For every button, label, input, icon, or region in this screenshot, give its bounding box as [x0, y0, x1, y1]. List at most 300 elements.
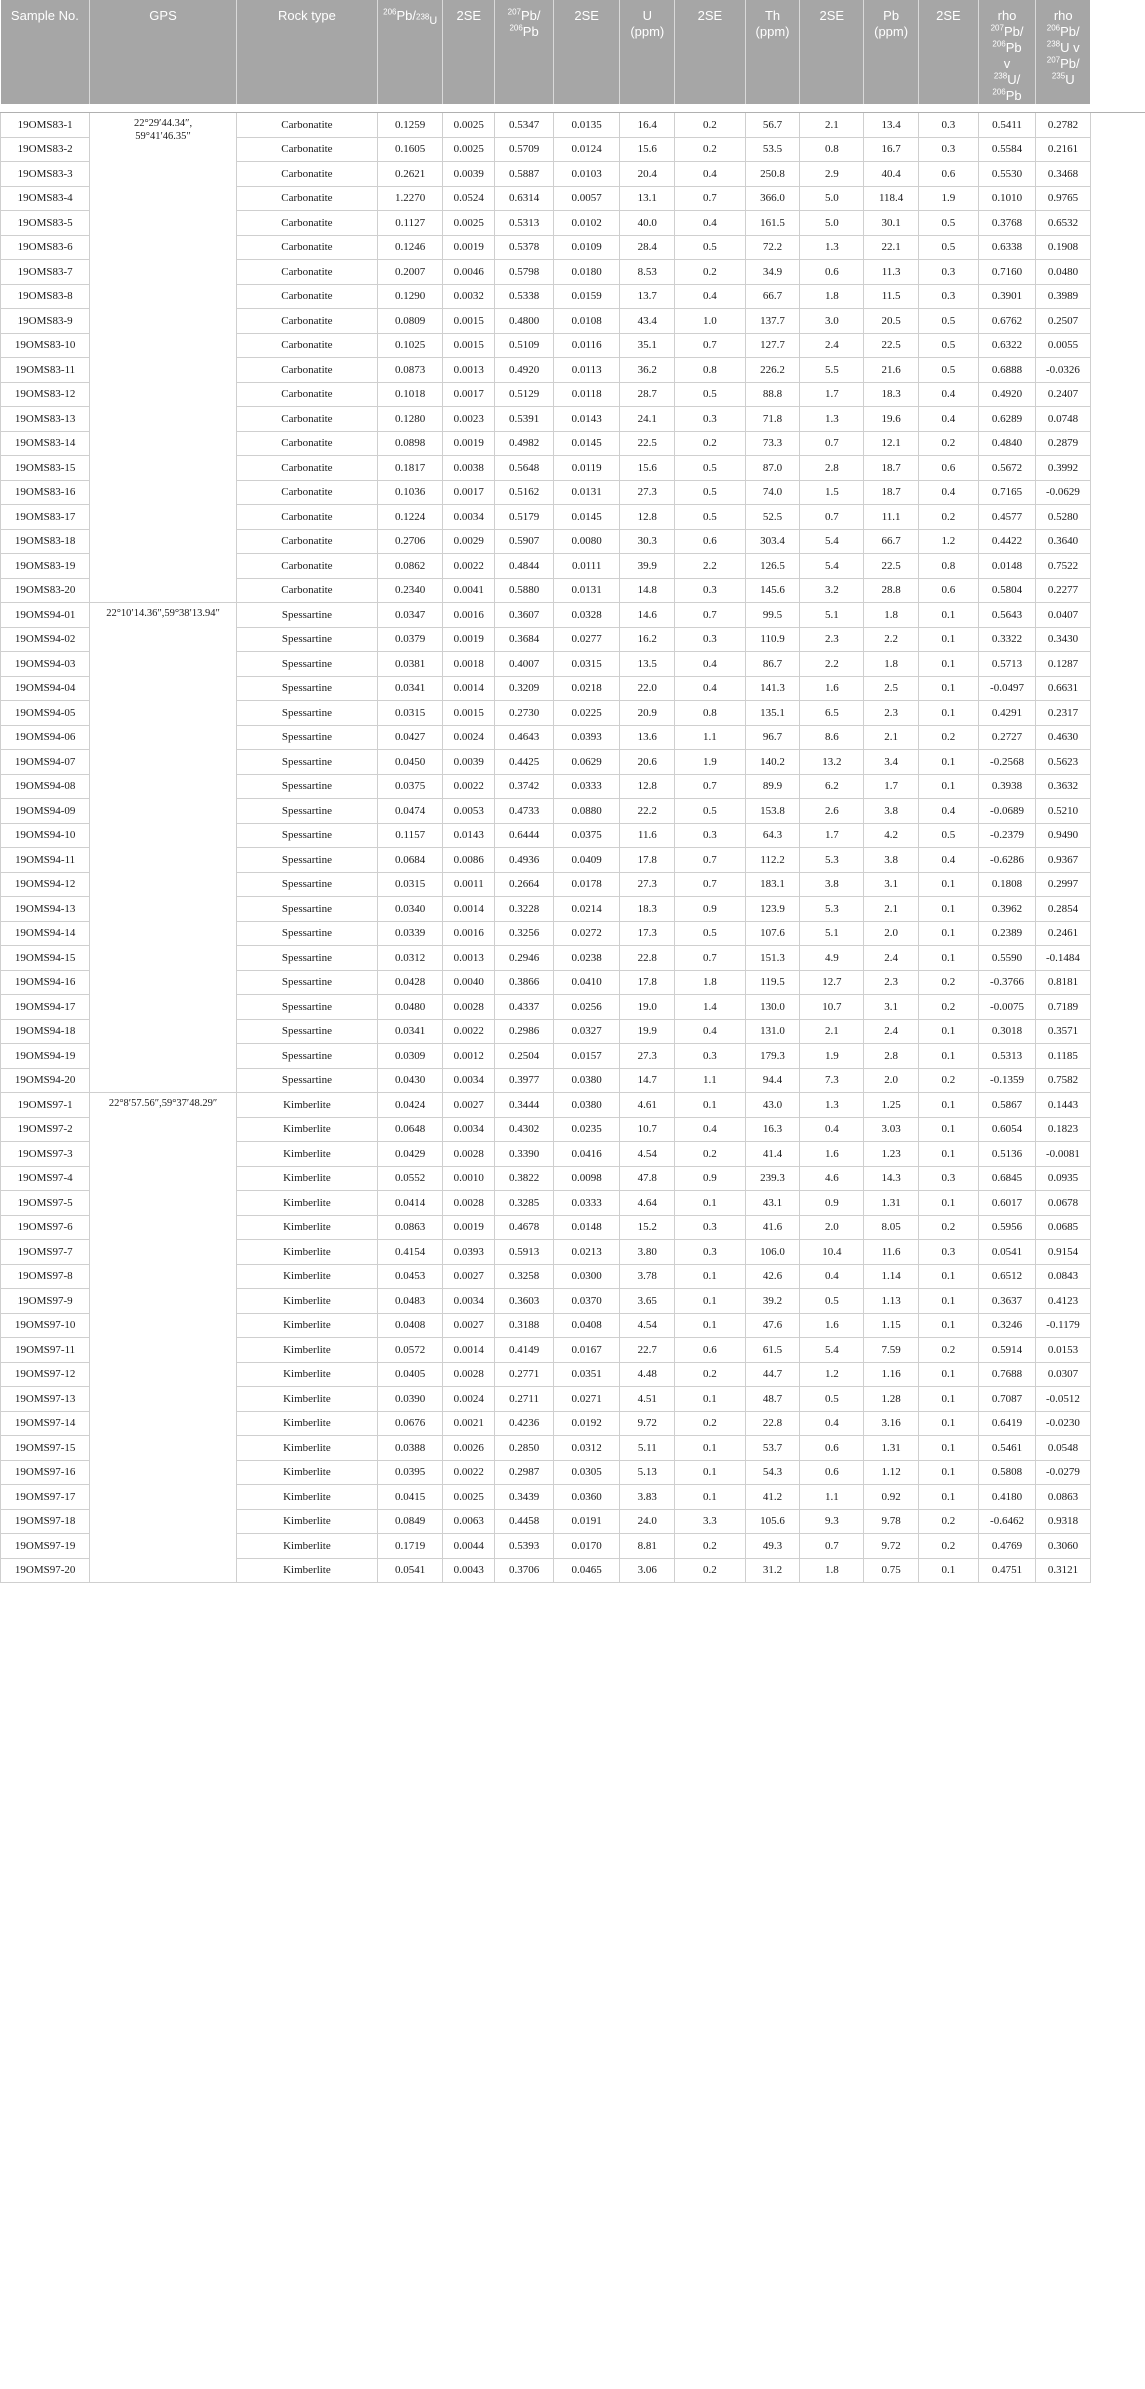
sample-no-cell: 19OMS83-17 — [1, 505, 90, 530]
pb-ppm-cell: 18.3 — [864, 382, 919, 407]
th-2se-cell: 0.6 — [800, 260, 864, 285]
th-2se-cell: 0.6 — [800, 1460, 864, 1485]
pb206-u238-2se-cell: 0.0019 — [443, 235, 495, 260]
u-ppm-cell: 5.13 — [620, 1460, 675, 1485]
gps-line: 22°10′14.36″,59°38′13.94″ — [106, 608, 220, 619]
rho-2-cell: 0.3121 — [1036, 1558, 1091, 1583]
u-2se-cell: 0.5 — [675, 235, 746, 260]
pb206-u238-cell: 0.0414 — [378, 1191, 443, 1216]
th-2se-cell: 1.7 — [800, 823, 864, 848]
th-ppm-cell: 137.7 — [745, 309, 800, 334]
u-ppm-cell: 28.7 — [620, 382, 675, 407]
th-ppm-cell: 106.0 — [745, 1240, 800, 1265]
pb206-u238-cell: 0.0309 — [378, 1044, 443, 1069]
u-2se-cell: 0.7 — [675, 872, 746, 897]
pb207-pb206-2se-cell: 0.0409 — [553, 848, 620, 873]
pb207-pb206-2se-cell: 0.0629 — [553, 750, 620, 775]
pb207-pb206-2se-cell: 0.0135 — [553, 113, 620, 138]
pb207-pb206-cell: 0.2771 — [495, 1362, 554, 1387]
gps-cell — [90, 113, 237, 603]
u-2se-cell: 1.9 — [675, 750, 746, 775]
sample-no-cell: 19OMS83-3 — [1, 162, 90, 187]
th-ppm-cell: 41.2 — [745, 1485, 800, 1510]
rho-2-cell: 0.0480 — [1036, 260, 1091, 285]
pb207-pb206-cell: 0.3742 — [495, 774, 554, 799]
u-ppm-cell: 18.3 — [620, 897, 675, 922]
rho-1-cell: 0.3938 — [978, 774, 1035, 799]
header-2se-5: 2SE — [918, 0, 978, 104]
pb207-pb206-2se-cell: 0.0109 — [553, 235, 620, 260]
rock-type-cell: Carbonatite — [236, 284, 377, 309]
rho-1-cell: 0.5867 — [978, 1093, 1035, 1118]
th-ppm-cell: 41.4 — [745, 1142, 800, 1167]
th-2se-cell: 0.4 — [800, 1117, 864, 1142]
rho-2-cell: 0.5623 — [1036, 750, 1091, 775]
u-ppm-cell: 4.64 — [620, 1191, 675, 1216]
u-ppm-cell: 20.6 — [620, 750, 675, 775]
rho-2-cell: 0.0685 — [1036, 1215, 1091, 1240]
pb206-u238-cell: 0.0898 — [378, 431, 443, 456]
rho-1-cell: 0.6762 — [978, 309, 1035, 334]
pb207-pb206-2se-cell: 0.0131 — [553, 480, 620, 505]
pb206-u238-2se-cell: 0.0086 — [443, 848, 495, 873]
pb206-u238-2se-cell: 0.0043 — [443, 1558, 495, 1583]
rho-1-cell: -0.2568 — [978, 750, 1035, 775]
u-ppm-cell: 12.8 — [620, 505, 675, 530]
u-ppm-cell: 10.7 — [620, 1117, 675, 1142]
pb-ppm-cell: 2.0 — [864, 1068, 919, 1093]
u-2se-cell: 0.5 — [675, 921, 746, 946]
pb-2se-cell: 0.6 — [918, 578, 978, 603]
pb207-pb206-2se-cell: 0.0191 — [553, 1509, 620, 1534]
sample-no-cell: 19OMS83-9 — [1, 309, 90, 334]
rock-type-cell: Spessartine — [236, 652, 377, 677]
pb207-pb206-cell: 0.2664 — [495, 872, 554, 897]
sample-no-cell: 19OMS94-02 — [1, 627, 90, 652]
pb207-pb206-2se-cell: 0.0305 — [553, 1460, 620, 1485]
rho-1-cell: 0.5804 — [978, 578, 1035, 603]
u-2se-cell: 0.4 — [675, 652, 746, 677]
rho-1-cell: 0.3901 — [978, 284, 1035, 309]
rho-2-cell: 0.4630 — [1036, 725, 1091, 750]
th-2se-cell: 3.2 — [800, 578, 864, 603]
rock-type-cell: Carbonatite — [236, 358, 377, 383]
u-ppm-cell: 20.9 — [620, 701, 675, 726]
sample-no-cell: 19OMS83-2 — [1, 137, 90, 162]
u-2se-cell: 0.4 — [675, 162, 746, 187]
sample-no-cell: 19OMS97-5 — [1, 1191, 90, 1216]
pb207-pb206-2se-cell: 0.0256 — [553, 995, 620, 1020]
rho-1-cell: 0.3018 — [978, 1019, 1035, 1044]
rho-1-cell: 0.6845 — [978, 1166, 1035, 1191]
header-2se-4: 2SE — [800, 0, 864, 104]
rho-2-cell: 0.2507 — [1036, 309, 1091, 334]
pb207-pb206-cell: 0.3866 — [495, 970, 554, 995]
th-2se-cell: 2.1 — [800, 113, 864, 138]
th-ppm-cell: 47.6 — [745, 1313, 800, 1338]
u-ppm-cell: 4.54 — [620, 1313, 675, 1338]
u-ppm-cell: 14.8 — [620, 578, 675, 603]
pb207-pb206-cell: 0.3444 — [495, 1093, 554, 1118]
sample-no-cell: 19OMS97-2 — [1, 1117, 90, 1142]
pb-ppm-cell: 1.13 — [864, 1289, 919, 1314]
u-2se-cell: 0.2 — [675, 1142, 746, 1167]
u-ppm-cell: 22.2 — [620, 799, 675, 824]
rho-2-cell: 0.2317 — [1036, 701, 1091, 726]
pb206-u238-2se-cell: 0.0041 — [443, 578, 495, 603]
pb206-u238-2se-cell: 0.0014 — [443, 676, 495, 701]
header-u-ppm: U (ppm) — [620, 0, 675, 104]
sample-no-cell: 19OMS97-1 — [1, 1093, 90, 1118]
th-2se-cell: 1.1 — [800, 1485, 864, 1510]
pb206-u238-cell: 0.0315 — [378, 701, 443, 726]
gps-line: 59°41′46.35″ — [135, 131, 191, 142]
th-ppm-cell: 54.3 — [745, 1460, 800, 1485]
pb-ppm-cell: 2.5 — [864, 676, 919, 701]
rho-2-cell: 0.3989 — [1036, 284, 1091, 309]
rho-2-cell: -0.0081 — [1036, 1142, 1091, 1167]
rho-2-cell: 0.0748 — [1036, 407, 1091, 432]
u-2se-cell: 0.4 — [675, 1019, 746, 1044]
pb206-u238-2se-cell: 0.0034 — [443, 505, 495, 530]
pb-ppm-cell: 1.7 — [864, 774, 919, 799]
pb207-pb206-2se-cell: 0.0108 — [553, 309, 620, 334]
u-ppm-cell: 14.6 — [620, 603, 675, 628]
rho-1-cell: 0.7688 — [978, 1362, 1035, 1387]
pb207-pb206-cell: 0.4982 — [495, 431, 554, 456]
pb207-pb206-2se-cell: 0.0351 — [553, 1362, 620, 1387]
pb-ppm-cell: 1.16 — [864, 1362, 919, 1387]
pb-ppm-cell: 9.78 — [864, 1509, 919, 1534]
pb-ppm-cell: 118.4 — [864, 186, 919, 211]
th-ppm-cell: 43.1 — [745, 1191, 800, 1216]
u-2se-cell: 0.7 — [675, 333, 746, 358]
pb-ppm-cell: 9.72 — [864, 1534, 919, 1559]
rock-type-cell: Carbonatite — [236, 162, 377, 187]
header-pb-ppm: Pb (ppm) — [864, 0, 919, 104]
sample-no-cell: 19OMS94-01 — [1, 603, 90, 628]
rho-2-cell: 0.0935 — [1036, 1166, 1091, 1191]
th-ppm-cell: 49.3 — [745, 1534, 800, 1559]
pb207-pb206-cell: 0.5347 — [495, 113, 554, 138]
th-ppm-cell: 56.7 — [745, 113, 800, 138]
pb206-u238-2se-cell: 0.0019 — [443, 1215, 495, 1240]
rock-type-cell: Kimberlite — [236, 1460, 377, 1485]
pb207-pb206-2se-cell: 0.0192 — [553, 1411, 620, 1436]
pb206-u238-cell: 0.0552 — [378, 1166, 443, 1191]
th-ppm-cell: 161.5 — [745, 211, 800, 236]
rho-1-cell: -0.1359 — [978, 1068, 1035, 1093]
rho-2-cell: 0.4123 — [1036, 1289, 1091, 1314]
pb206-u238-cell: 0.0450 — [378, 750, 443, 775]
pb-2se-cell: 0.1 — [918, 1436, 978, 1461]
pb206-u238-cell: 0.0541 — [378, 1558, 443, 1583]
pb206-u238-2se-cell: 0.0024 — [443, 725, 495, 750]
pb207-pb206-cell: 0.3209 — [495, 676, 554, 701]
rho-2-cell: 0.9318 — [1036, 1509, 1091, 1534]
th-2se-cell: 1.8 — [800, 1558, 864, 1583]
u-ppm-cell: 35.1 — [620, 333, 675, 358]
rho-2-cell: 0.0153 — [1036, 1338, 1091, 1363]
th-2se-cell: 0.4 — [800, 1411, 864, 1436]
rho-2-cell: 0.3632 — [1036, 774, 1091, 799]
u-ppm-cell: 24.0 — [620, 1509, 675, 1534]
pb207-pb206-2se-cell: 0.0214 — [553, 897, 620, 922]
pb206-u238-cell: 0.2706 — [378, 529, 443, 554]
u-ppm-cell: 4.51 — [620, 1387, 675, 1412]
u-2se-cell: 0.1 — [675, 1093, 746, 1118]
rho-2-cell: 0.0055 — [1036, 333, 1091, 358]
rock-type-cell: Carbonatite — [236, 578, 377, 603]
rho-2-cell: 0.3060 — [1036, 1534, 1091, 1559]
u-ppm-cell: 22.7 — [620, 1338, 675, 1363]
pb206-u238-cell: 0.0388 — [378, 1436, 443, 1461]
pb206-u238-cell: 0.0676 — [378, 1411, 443, 1436]
pb206-u238-2se-cell: 0.0015 — [443, 701, 495, 726]
pb207-pb206-2se-cell: 0.0131 — [553, 578, 620, 603]
pb207-pb206-cell: 0.5393 — [495, 1534, 554, 1559]
pb206-u238-cell: 0.0474 — [378, 799, 443, 824]
th-2se-cell: 5.0 — [800, 186, 864, 211]
th-ppm-cell: 87.0 — [745, 456, 800, 481]
pb-ppm-cell: 22.5 — [864, 554, 919, 579]
pb207-pb206-2se-cell: 0.0333 — [553, 774, 620, 799]
header-pb206-u238: $^{206}Pb/_{^{238}U}$ — [378, 0, 443, 104]
pb-ppm-cell: 1.31 — [864, 1436, 919, 1461]
u-2se-cell: 0.1 — [675, 1264, 746, 1289]
pb206-u238-2se-cell: 0.0393 — [443, 1240, 495, 1265]
pb206-u238-cell: 0.1280 — [378, 407, 443, 432]
u-ppm-cell: 22.0 — [620, 676, 675, 701]
u-ppm-cell: 16.4 — [620, 113, 675, 138]
pb-2se-cell: 0.1 — [918, 1460, 978, 1485]
pb-2se-cell: 0.1 — [918, 1019, 978, 1044]
u-ppm-cell: 47.8 — [620, 1166, 675, 1191]
rock-type-cell: Spessartine — [236, 701, 377, 726]
th-2se-cell: 2.1 — [800, 1019, 864, 1044]
pb-ppm-cell: 20.5 — [864, 309, 919, 334]
pb207-pb206-cell: 0.3390 — [495, 1142, 554, 1167]
pb207-pb206-2se-cell: 0.0170 — [553, 1534, 620, 1559]
rock-type-cell: Kimberlite — [236, 1534, 377, 1559]
u-ppm-cell: 15.2 — [620, 1215, 675, 1240]
sample-no-cell: 19OMS83-19 — [1, 554, 90, 579]
rho-1-cell: 0.3768 — [978, 211, 1035, 236]
pb206-u238-2se-cell: 0.0027 — [443, 1313, 495, 1338]
pb207-pb206-cell: 0.4425 — [495, 750, 554, 775]
pb-ppm-cell: 2.0 — [864, 921, 919, 946]
th-ppm-cell: 16.3 — [745, 1117, 800, 1142]
u-ppm-cell: 15.6 — [620, 137, 675, 162]
pb-2se-cell: 0.3 — [918, 1166, 978, 1191]
u-2se-cell: 0.6 — [675, 529, 746, 554]
u-ppm-cell: 14.7 — [620, 1068, 675, 1093]
u-2se-cell: 0.7 — [675, 774, 746, 799]
pb207-pb206-2se-cell: 0.0880 — [553, 799, 620, 824]
pb206-u238-2se-cell: 0.0022 — [443, 1460, 495, 1485]
pb206-u238-2se-cell: 0.0028 — [443, 1142, 495, 1167]
u-2se-cell: 0.2 — [675, 431, 746, 456]
sample-no-cell: 19OMS97-19 — [1, 1534, 90, 1559]
rho-2-cell: -0.0230 — [1036, 1411, 1091, 1436]
pb-ppm-cell: 3.1 — [864, 872, 919, 897]
u-ppm-cell: 17.8 — [620, 970, 675, 995]
rho-1-cell: 0.3637 — [978, 1289, 1035, 1314]
u-ppm-cell: 13.6 — [620, 725, 675, 750]
rock-type-cell: Carbonatite — [236, 113, 377, 138]
rock-type-cell: Carbonatite — [236, 260, 377, 285]
pb-ppm-cell: 14.3 — [864, 1166, 919, 1191]
u-ppm-cell: 13.7 — [620, 284, 675, 309]
u-ppm-cell: 36.2 — [620, 358, 675, 383]
u-ppm-cell: 20.4 — [620, 162, 675, 187]
pb206-u238-2se-cell: 0.0040 — [443, 970, 495, 995]
pb207-pb206-2se-cell: 0.0157 — [553, 1044, 620, 1069]
pb207-pb206-2se-cell: 0.0178 — [553, 872, 620, 897]
pb207-pb206-cell: 0.4337 — [495, 995, 554, 1020]
pb207-pb206-2se-cell: 0.0271 — [553, 1387, 620, 1412]
pb206-u238-2se-cell: 0.0019 — [443, 431, 495, 456]
pb207-pb206-2se-cell: 0.0180 — [553, 260, 620, 285]
pb-ppm-cell: 13.4 — [864, 113, 919, 138]
rock-type-cell: Kimberlite — [236, 1191, 377, 1216]
rho-2-cell: -0.0326 — [1036, 358, 1091, 383]
u-2se-cell: 0.3 — [675, 1240, 746, 1265]
sample-no-cell: 19OMS97-3 — [1, 1142, 90, 1167]
u-2se-cell: 1.0 — [675, 309, 746, 334]
rock-type-cell: Spessartine — [236, 946, 377, 971]
pb207-pb206-2se-cell: 0.0113 — [553, 358, 620, 383]
pb-ppm-cell: 1.31 — [864, 1191, 919, 1216]
th-2se-cell: 1.8 — [800, 284, 864, 309]
th-2se-cell: 1.9 — [800, 1044, 864, 1069]
pb207-pb206-cell: 0.5913 — [495, 1240, 554, 1265]
u-ppm-cell: 4.54 — [620, 1142, 675, 1167]
th-ppm-cell: 74.0 — [745, 480, 800, 505]
u-ppm-cell: 4.48 — [620, 1362, 675, 1387]
rock-type-cell: Spessartine — [236, 921, 377, 946]
pb206-u238-cell: 0.1290 — [378, 284, 443, 309]
table-body — [1, 113, 1145, 1583]
pb-2se-cell: 0.3 — [918, 284, 978, 309]
u-2se-cell: 0.1 — [675, 1289, 746, 1314]
pb-2se-cell: 0.2 — [918, 431, 978, 456]
u-2se-cell: 0.8 — [675, 701, 746, 726]
rho-2-cell: -0.1179 — [1036, 1313, 1091, 1338]
pb-2se-cell: 0.3 — [918, 137, 978, 162]
sample-no-cell: 19OMS94-08 — [1, 774, 90, 799]
rock-type-cell: Spessartine — [236, 823, 377, 848]
pb-2se-cell: 1.9 — [918, 186, 978, 211]
pb206-u238-cell: 0.0341 — [378, 676, 443, 701]
rho-1-cell: 0.2727 — [978, 725, 1035, 750]
th-2se-cell: 10.7 — [800, 995, 864, 1020]
sample-no-cell: 19OMS94-16 — [1, 970, 90, 995]
pb206-u238-cell: 0.0395 — [378, 1460, 443, 1485]
th-ppm-cell: 41.6 — [745, 1215, 800, 1240]
pb206-u238-cell: 0.0429 — [378, 1142, 443, 1167]
rho-1-cell: 0.5713 — [978, 652, 1035, 677]
pb207-pb206-2se-cell: 0.0118 — [553, 382, 620, 407]
pb206-u238-2se-cell: 0.0017 — [443, 480, 495, 505]
pb-2se-cell: 0.1 — [918, 1289, 978, 1314]
pb207-pb206-cell: 0.4236 — [495, 1411, 554, 1436]
pb207-pb206-2se-cell: 0.0416 — [553, 1142, 620, 1167]
sample-no-cell: 19OMS83-14 — [1, 431, 90, 456]
rho-1-cell: 0.1808 — [978, 872, 1035, 897]
rock-type-cell: Carbonatite — [236, 480, 377, 505]
rho-1-cell: 0.5590 — [978, 946, 1035, 971]
pb-ppm-cell: 3.16 — [864, 1411, 919, 1436]
rho-1-cell: 0.7087 — [978, 1387, 1035, 1412]
pb207-pb206-2se-cell: 0.0300 — [553, 1264, 620, 1289]
u-ppm-cell: 3.78 — [620, 1264, 675, 1289]
pb206-u238-2se-cell: 0.0027 — [443, 1093, 495, 1118]
pb207-pb206-cell: 0.5338 — [495, 284, 554, 309]
sample-no-cell: 19OMS94-14 — [1, 921, 90, 946]
rho-2-cell: 0.0843 — [1036, 1264, 1091, 1289]
pb-ppm-cell: 1.14 — [864, 1264, 919, 1289]
pb-2se-cell: 0.2 — [918, 1215, 978, 1240]
rho-1-cell: 0.1010 — [978, 186, 1035, 211]
pb207-pb206-2se-cell: 0.0103 — [553, 162, 620, 187]
rock-type-cell: Carbonatite — [236, 309, 377, 334]
pb207-pb206-cell: 0.5378 — [495, 235, 554, 260]
rho-1-cell: 0.5914 — [978, 1338, 1035, 1363]
gps-cell — [90, 1093, 237, 1583]
pb206-u238-cell: 0.1817 — [378, 456, 443, 481]
pb206-u238-cell: 0.0424 — [378, 1093, 443, 1118]
rho-1-cell: 0.6419 — [978, 1411, 1035, 1436]
pb206-u238-cell: 0.0483 — [378, 1289, 443, 1314]
u-2se-cell: 0.7 — [675, 603, 746, 628]
pb-2se-cell: 0.5 — [918, 235, 978, 260]
rho-2-cell: 0.1823 — [1036, 1117, 1091, 1142]
pb206-u238-cell: 0.0341 — [378, 1019, 443, 1044]
pb-2se-cell: 0.1 — [918, 676, 978, 701]
rho-1-cell: 0.5584 — [978, 137, 1035, 162]
th-2se-cell: 5.0 — [800, 211, 864, 236]
rock-type-cell: Spessartine — [236, 872, 377, 897]
pb206-u238-2se-cell: 0.0025 — [443, 137, 495, 162]
pb-ppm-cell: 18.7 — [864, 456, 919, 481]
rho-2-cell: 0.1185 — [1036, 1044, 1091, 1069]
rock-type-cell: Kimberlite — [236, 1264, 377, 1289]
pb207-pb206-cell: 0.5313 — [495, 211, 554, 236]
pb207-pb206-2se-cell: 0.0148 — [553, 1215, 620, 1240]
pb206-u238-cell: 0.0480 — [378, 995, 443, 1020]
u-2se-cell: 0.1 — [675, 1313, 746, 1338]
pb206-u238-cell: 0.1605 — [378, 137, 443, 162]
pb206-u238-cell: 0.0862 — [378, 554, 443, 579]
pb207-pb206-2se-cell: 0.0277 — [553, 627, 620, 652]
th-ppm-cell: 239.3 — [745, 1166, 800, 1191]
pb207-pb206-cell: 0.3285 — [495, 1191, 554, 1216]
th-2se-cell: 2.2 — [800, 652, 864, 677]
rock-type-cell: Spessartine — [236, 799, 377, 824]
rho-2-cell: 0.2782 — [1036, 113, 1091, 138]
pb-2se-cell: 0.1 — [918, 1142, 978, 1167]
th-2se-cell: 1.6 — [800, 676, 864, 701]
gps-cell — [90, 603, 237, 1093]
pb207-pb206-2se-cell: 0.0057 — [553, 186, 620, 211]
sample-no-cell: 19OMS97-10 — [1, 1313, 90, 1338]
pb206-u238-2se-cell: 0.0034 — [443, 1068, 495, 1093]
pb207-pb206-cell: 0.4800 — [495, 309, 554, 334]
pb-ppm-cell: 28.8 — [864, 578, 919, 603]
pb207-pb206-cell: 0.4458 — [495, 1509, 554, 1534]
pb206-u238-cell: 0.2621 — [378, 162, 443, 187]
